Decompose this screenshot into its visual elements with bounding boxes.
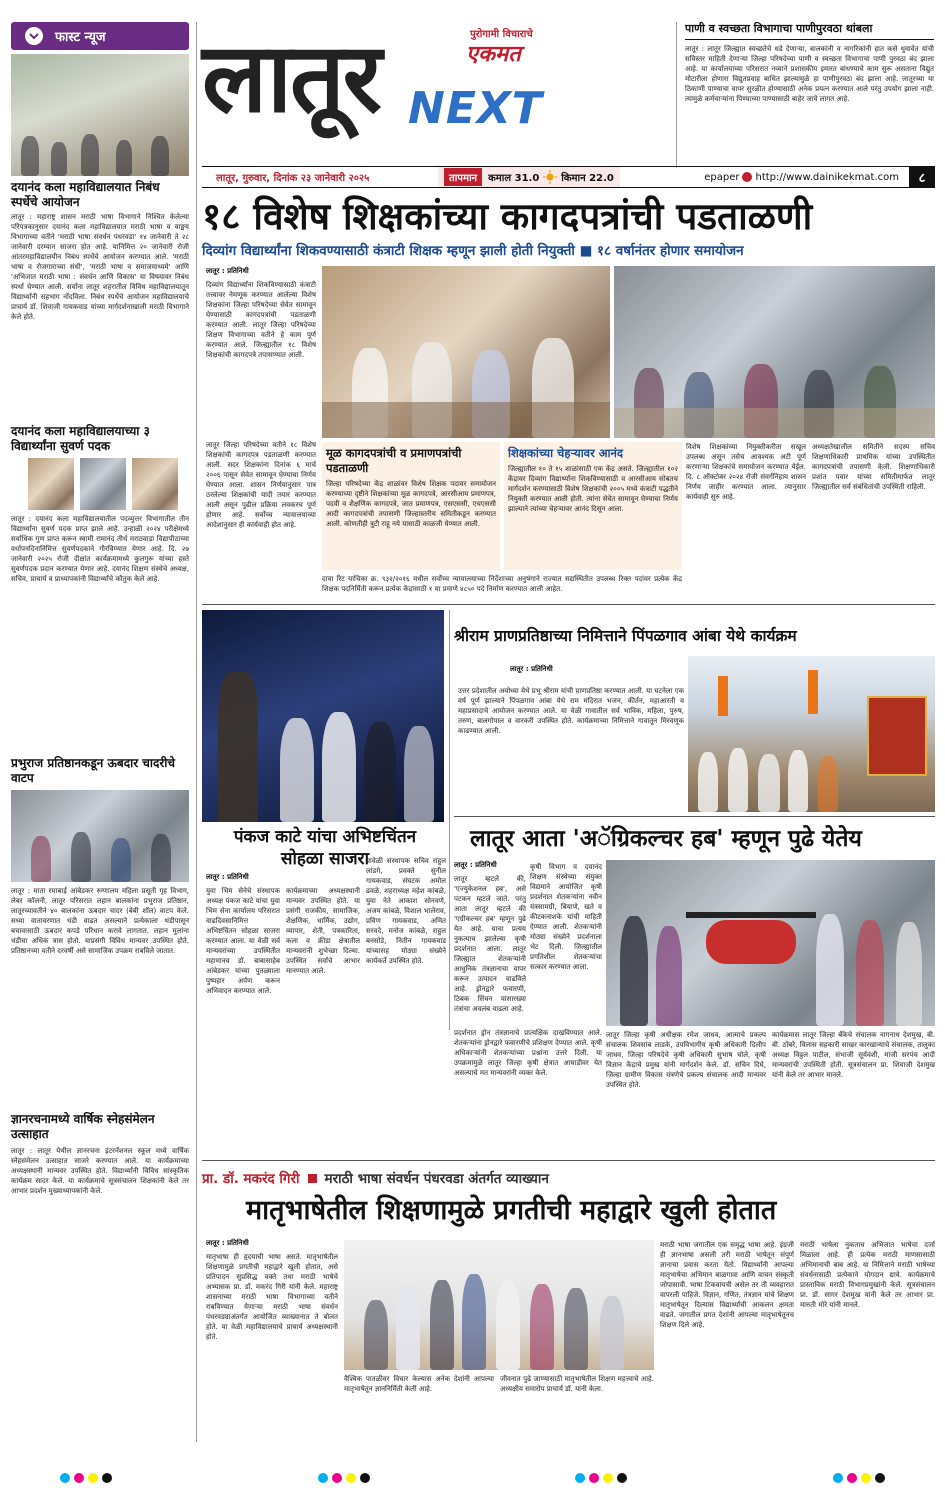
- registration-dots: [833, 1473, 885, 1483]
- box-1: [322, 442, 500, 570]
- temperature-panel: [438, 167, 620, 187]
- box-1-title: मूळ कागदपत्रांची व प्रमाणपत्रांची पडताळणी: [326, 446, 462, 475]
- epaper-label: epaper: [704, 171, 740, 183]
- masthead-tagline: पुरोगामी विचाराचे: [470, 29, 533, 40]
- lead-body-5: दावा रिट याचिका क्र. ९३२/२०१६ मधील सर्वोच्च न्यायालयाच्या निर्देशाच्या अनुषंगाने राज्यात सद्यस्थितीत उपलब्ध रिक्त पदांवर प्रत्येक केंद्र शिक्षक पदनिर्मिती करून प्रत्येक केंद्रासाठी १ या प्रमाणे ४८५० पदे निर्माण करण्यात आली आहेत.: [322, 575, 682, 593]
- masthead-next: NEXT: [408, 83, 543, 134]
- column-divider: [449, 610, 450, 1030]
- classroom-photo: [11, 54, 189, 176]
- lead-body-3: विशेष शिक्षकांच्या नियुक्तीकरीता सखूल उपलब्ध असून तसेच आवश्यक अटी पूर्ण करणाऱ्या शिक्षकांचे समायोजन करण्यात येईल. दि. ८ ऑक्टोबर २०२४ रोजी संवर्गनिहाय शासन निर्णय जाहीर करण्यात आला. त्यानुसार कार्यवाही सुरु आहे.: [686, 443, 806, 501]
- globe-icon: [742, 172, 752, 182]
- masthead-brand: एकमत: [466, 42, 521, 67]
- birthday-event-photo: [202, 610, 444, 822]
- lead-body-4: अध्यक्षतेखालील समितीने सदस्य सचिव शिक्षणाधिकारी प्राथमिक यांच्या उपस्थितीत कागदपत्रांची तपासणी केली. शिक्षणाधिकारी प्रशांत पवार यांच्या समितीमार्फत लातूर जिल्ह्यातील सर्व संबंधितांची उपस्थिती राहिली.: [812, 443, 935, 491]
- registration-dots: [575, 1473, 627, 1483]
- agri-body-1: लातूर म्हटले की, 'एज्युकेशनल हब', असे पटकन म्हटले जाते. परंतु आता लातूर म्हटले की 'एग्रीकल्चर हब' म्हणून पुढे येत आहे. याचा प्रत्यय नुकत्याच झालेल्या कृषी प्रदर्शनात आला. लातूर जिल्ह्यात शेतकऱ्यांनी आधुनिक तंत्रज्ञानाचा वापर करून उत्पादन वाढविले आहे. ड्रोनद्वारे फवारणी, ठिबक सिंचन यांसारख्या तंत्रांचा अवलंब वाढला आहे.: [454, 875, 526, 1013]
- student-photo: [132, 458, 178, 510]
- ram-headline: श्रीराम प्राणप्रतिष्ठाच्या निमित्ताने पिंपळगाव आंबा येथे कार्यक्रम: [454, 627, 797, 645]
- kate-body-3: यावेळी संस्थापक सचिव राहुल लांडगे, प्रवक्ते सुनील गायकवाड, संघटक अमोल ढवळे, शहराध्यक्ष महेश कांबळे, युवा नेते आकाश सोनवणे, अजय कांबळे, विशाल भालेराव, प्रविण गायकवाड, अमित सरवदे, मनोज कांबळे, राहुल बनसोडे, नितीन गायकवाड यांच्यासह मोठ्या संख्येने कार्यकर्ते उपस्थित होते.: [366, 857, 446, 965]
- section-divider: [202, 1160, 935, 1161]
- sidebar-body-4: लातूर : लातूर येथील ज्ञानरचना इंटरनॅशनल स्कूल मध्ये वार्षिक स्नेहसंमेलन उत्साहात साजरे करण्यात आले. या कार्यक्रमाच्या अध्यक्षस्थानी मान्यवर उपस्थित होते. विद्यार्थ्यांनी विविध सांस्कृतिक कार्यक्रम सादर केले. या कार्यक्रमाचे सूत्रसंचालन शिक्षकांनी केले तर आभार प्रदर्शन मुख्याध्यापकांनी केले.: [11, 1147, 189, 1195]
- lead-headline: १८ विशेष शिक्षकांच्या कागदपत्रांची पडताळणी: [202, 195, 813, 238]
- lecture-body-2: मराठी भाषा जगातील एक समृद्ध भाषा आहे. इंग्रजी ही ज्ञानभाषा असली तरी मराठी भाषेतून संपूर्ण ज्ञानाचा प्रवास करता येतो. विद्यार्थ्यांनी आपल्या मातृभाषेचा अभिमान बाळगावा आणि वाचन संस्कृती जोपासावी. भाषा टिकवायची असेल तर ती व्यवहारात वापरली पाहिजे. विज्ञान, गणित, तंत्रज्ञान यांचे शिक्षण मातृभाषेतून दिल्यास विद्यार्थ्यांची आकलन क्षमता वाढते. जगातील प्रगत देशांनी आपल्या मातृभाषेतूनच शिक्षण दिले आहे.: [660, 1241, 794, 1329]
- temp-max: कमाल 31.0: [488, 173, 540, 184]
- kate-headline: पंकज काटे यांचा अभिष्टचिंतन सोहळा साजरा: [233, 827, 417, 869]
- print-registration-strip: [0, 1468, 945, 1488]
- verification-photo-1: [322, 266, 610, 438]
- lecture-kicker-text: मराठी भाषा संवर्धन पंधरवडा अंतर्गत व्याख्यान: [324, 1171, 549, 1187]
- lecture-kicker: [202, 1166, 935, 1190]
- sidebar-body-1: लातूर : महाराष्ट्र शासन मराठी भाषा विभागाने निश्चित केलेल्या परिपत्रकानुसार दयानंद कला महाविद्यालयात मराठी भाषा व वाङ्मय विभागाच्या वतीने 'मराठी भाषा संवर्धन पंधरवडा' १४ जानेवारी ते २८ जानेवारी दरम्यान साजरा होत आहे. यानिमित्त २० जानेवारी रोजी आंतरमहाविद्यालयीन निबंध स्पर्धेचे आयोजन करण्यात आले. 'मराठी भाषा व रोजगाराच्या संधी', 'मराठी भाषा व समाजमाध्यमे' आणि 'अभिजात मराठी भाषा : संवर्धन आणि विकास' या विषयावर निबंध स्पर्धा घेण्यात आली. सर्वांना लातूर शहरातील विविध महाविद्यालयातून विद्यार्थ्यांनी सहभाग नोंदविला. निबंध स्पर्धेचे आयोजन महाविद्यालयाचे प्राचार्य डॉ. शिवाजी गायकवाड यांच्या मार्गदर्शनाखाली मराठी विभागाने केले होते.: [11, 213, 189, 321]
- sidebar-body-3: लातूर : माता रमाबाई आंबेडकर रुग्णालय महिला प्रसूती गृह विभाग, लेबर कॉलनी, लातूर परिसरात लहान बालकांना प्रभुराज प्रतिष्ठान, लातूरच्यावतीने ४० बालकांना ऊबदार चादर (बेबी शॉल) वाटप केले. सध्या वातावरणात थंडी वाढत असल्याने प्रत्येकाला थंडीपासून बचावासाठी ऊबदार कपडे परिधान करावे लागतात. लहान मुलांना थंडीचा अधिक त्रास होतो. याप्रसंगी विविध मान्यवर उपस्थित होते. प्रतिष्ठानच्या वतीने दरवर्षी असे सामाजिक उपक्रम राबविले जातात.: [11, 887, 189, 955]
- top-right-brief: [676, 22, 934, 168]
- student-photo: [28, 458, 74, 510]
- sidebar-headline-1: दयानंद कला महाविद्यालयात निबंध स्पर्धेचे आयोजन: [11, 180, 160, 209]
- lecture-body-1: मातृभाषा ही हृदयाची भाषा असते. मातृभाषेतील शिक्षणामुळे प्रगतीची महाद्वारे खुली होतात, असे प्रतिपादन सुप्रसिद्ध वक्ते तथा मराठी भाषेचे अभ्यासक प्रा. डॉ. मकरंद गिरी यांनी केले. महाराष्ट्र शासनाच्या मराठी भाषा विभागाच्या वतीने राबविण्यात येणाऱ्या मराठी भाषा संवर्धन पंधरवड्याअंतर्गत आयोजित व्याख्यानात ते बोलत होते. या वेळी महाविद्यालयाचे प्राचार्य अध्यक्षस्थानी होते.: [206, 1253, 338, 1341]
- lead-subhead: दिव्यांग विद्यार्थ्यांना शिकवण्यासाठी कंत्राटी शिक्षक म्हणून झाली होती नियुक्ती ■ १८ वर्षानंतर होणार समायोजन: [202, 243, 744, 259]
- kate-body-2: कार्यक्रमाच्या अध्यक्षस्थानी मान्यवर उपस्थित होते. या प्रसंगी राजकीय, सामाजिक, शैक्षणिक, धार्मिक, उद्योग, व्यापार, शेती, पत्रकारिता, कला व क्रीडा क्षेत्रातील मान्यवरांनी शुभेच्छा दिल्या. उपस्थित सर्वांचे आभार मानण्यात आले.: [286, 887, 360, 975]
- kate-body-1: युवा भिम सेनेचे संस्थापक अध्यक्ष पंकज काटे यांचा युवा भिम सेना कार्यालय परिसरात वाढदिवसानिमित्त अभिष्टचिंतन सोहळा साजरा करण्यात आला. या वेळी सर्व मान्यवरांच्या उपस्थितीत महामानव डॉ. बाबासाहेब आंबेडकर यांच्या पुतळ्याला पुष्पहार अर्पण करून अभिवादन करण्यात आले.: [206, 887, 280, 995]
- epaper-link[interactable]: http://www.dainikekmat.com: [755, 171, 899, 183]
- column-divider: [196, 22, 197, 1442]
- box-1-body: जिल्हा परिषदेच्या केंद्र शाळांवर विशेष शिक्षक पदावर समायोजन करण्याच्या दृष्टीने शिक्षकांच्या मूळ कागदपत्रे, आरसीआय प्रमाणपत्र, पदवी व शैक्षणिक कागदपत्रे, जात प्रमाणपत्र, एसएससी, एचएससी आदी कागदपत्रांची तपासणी जिल्हास्तरीय समितीकडून करण्यात आली. कोणतीही त्रुटी राहू नये यासाठी काळजी घेण्यात आली.: [326, 480, 496, 528]
- sidebar-body-2: लातूर : दयानंद कला महाविद्यालयातील पदव्युत्तर विभागातील तीन विद्यार्थ्यांना सुवर्ण पदक प्राप्त झाले आहे. उन्हाळी २०२४ परीक्षेमध्ये सर्वाधिक गुण प्राप्त करून स्वामी रामानंद तीर्थ मराठवाडा विद्यापीठाच्या वर्धापनदिनानिमित्त सुवर्णपदकाने गौरविण्यात येणार आहे. दि. २७ जानेवारी २०२५ रोजी दीक्षांत कार्यक्रमामध्ये कुलगुरू यांच्या हस्ते सुवर्णपदक प्रदान करण्यात येणार आहे. दयानंद शिक्षण संस्थेचे अध्यक्ष, सचिव, प्राचार्य व प्राध्यापकांनी विद्यार्थ्यांचे कौतुक केले आहे.: [11, 515, 189, 583]
- page-number: ८: [909, 167, 935, 187]
- section-divider: [202, 604, 935, 605]
- dateline-bar: [202, 166, 935, 188]
- registration-dots: [60, 1473, 112, 1483]
- box-2: [504, 442, 682, 570]
- lead-body-1: दिव्यांग विद्यार्थ्यांना शिकविण्यासाठी कंत्राटी तत्त्वावर नेमणूक करण्यात आलेल्या विशेष शिक्षकांना जिल्हा परिषदेच्या सेवेत सामावून घेण्यासाठी कागदपत्रांची पडताळणी करण्यात आली. लातूर जिल्हा परिषदेच्या शिक्षण विभागाच्या वतीने हे काम पूर्ण करण्यात आले. जिल्ह्यातील १८ विशेष शिक्षकांची कागदपत्रे तपासण्यात आली.: [206, 281, 316, 359]
- ram-dateline: लातूर : प्रतिनिधी: [510, 665, 553, 673]
- drone-demo-photo: [606, 860, 935, 1026]
- sun-icon: [543, 170, 557, 184]
- lecture-caption-left: वैश्विक पातळीवर विचार केल्यास अनेक देशांनी आपल्या मातृभाषेतून ज्ञाननिर्मिती केली आहे.: [344, 1375, 494, 1393]
- box-2-title: शिक्षकांच्या चेहऱ्यावर आनंद: [508, 446, 624, 460]
- kicker-separator: [308, 1174, 317, 1183]
- agri-headline: लातूर आता 'अॅग्रिकल्चर हब' म्हणून पुढे येतेय: [470, 826, 862, 852]
- agri-body-5: कार्यक्रमास लातूर जिल्हा बँकेचे संचालक नागनाथ देशमुख, बी. बी. ठोंबरे, विलास सहकारी साखर कारखान्याचे संचालक, तालुका अध्यक्ष विठ्ठल पाटील, संभाजी सूर्यवंशी, माजी सरपंच आदी मान्यवरांची उपस्थिती होती. सूत्रसंचालन प्रा. शिवाजी देशमुख यांनी केले तर आभार मानले.: [772, 1031, 935, 1079]
- student-photos: [28, 458, 178, 510]
- blanket-distribution-photo: [11, 790, 189, 882]
- fast-news-header: [11, 22, 189, 50]
- sidebar-headline-3: प्रभुराज प्रतिष्ठानकडून ऊबदार चादरीचे वाटप: [11, 756, 176, 785]
- verification-photo-2: [614, 266, 935, 438]
- temp-label: तापमान: [444, 168, 482, 186]
- temp-min: किमान 22.0: [561, 173, 614, 184]
- lecture-kicker-name: प्रा. डॉ. मकरंद गिरी: [202, 1171, 300, 1187]
- agri-body-continued: प्रदर्शनात ड्रोन तंत्रज्ञानाचे प्रात्यक्षिक दाखविण्यात आले. शेतकऱ्यांना ड्रोनद्वारे फवारणीचे प्रशिक्षण देण्यात आले. कृषी अधिकाऱ्यांनी शेतकऱ्यांच्या प्रश्नांना उत्तरे दिली. या उपक्रमामुळे लातूर जिल्हा कृषी क्षेत्रात आघाडीवर येत असल्याचे मत मान्यवरांनी व्यक्त केले.: [454, 1029, 602, 1077]
- ram-body: उत्तर प्रदेशातील अयोध्या येथे प्रभू श्रीराम यांची प्राणप्रतिष्ठा करण्यात आली. या घटनेला एक वर्ष पूर्ण झाल्याने पिंपळगाव आंबा येथे राम मंदिरात भजन, कीर्तन, महाआरती व महाप्रसादाचे आयोजन करण्यात आले. या वेळी गावातील सर्व भाविक, महिला, पुरुष, तरुण, बालगोपाल व वारकरी उपस्थित होते. कार्यक्रमाच्या निमित्ताने गावातून मिरवणूक काढण्यात आली.: [458, 687, 684, 735]
- section-divider: [454, 816, 935, 817]
- box-2-body: जिल्ह्यातील १० ते १५ शाळांसाठी एक केंद्र असते. जिल्ह्यातील १०२ केंद्रावर दिव्यांग विद्यार्थ्यांना शिकविण्यासाठी व आरसीआय सोबतच मार्गदर्शन करण्यासाठी विशेष शिक्षकांची २००५ मध्ये कंत्राटी पद्धतीने नियुक्ती करण्यात आली होती. त्यांना सेवेत सामावून घेण्याचा निर्णय झाल्याने त्यांच्या चेहऱ्यावर आनंद दिसून आला.: [508, 465, 678, 513]
- lead-body-2: लातूर जिल्हा परिषदेच्या वतीने १८ विशेष शिक्षकांची कागदपत्र पडताळणी करण्यात आली. सदर शिक्षकांना दिनांक ६ मार्च २००६ पासून सेवेत सामावून घेण्याचा निर्णय घेण्यात आला. शासन निर्णयानुसार पात्र ठरलेल्या शिक्षकांची यादी तयार करण्यात आली असून पुढील प्रक्रिया लवकरच पूर्ण होणार आहे. सर्वोच्च न्यायालयाच्या आदेशानुसार ही कार्यवाही होत आहे.: [206, 441, 316, 529]
- kate-dateline: लातूर : प्रतिनिधी: [206, 873, 249, 881]
- lecture-caption-right: जीवनात पुढे जाण्यासाठी मातृभाषेतील शिक्षण महत्त्वाचे आहे. अध्यक्षीय समारोप प्राचार्य डॉ. यांनी केला.: [500, 1375, 654, 1393]
- agri-body-2: कृषी विभाग व दयानंद शिक्षण संस्थेच्या संयुक्त विद्यमाने आयोजित कृषी प्रदर्शनात शेतकऱ्यांना नवीन यंत्रसामग्री, बियाणे, खते व कीटकनाशके यांची माहिती देण्यात आली. शेतकऱ्यांनी मोठ्या संख्येने प्रदर्शनाला भेट दिली. जिल्ह्यातील प्रगतिशील शेतकऱ्यांचा सत्कार करण्यात आला.: [530, 863, 602, 971]
- lecture-dateline: लातूर : प्रतिनिधी: [206, 1239, 249, 1247]
- top-right-headline: पाणी व स्वच्छता विभागाचा पाणीपुरवठा थांबला: [685, 22, 934, 40]
- sidebar-headline-4: ज्ञानरचनामध्ये वार्षिक स्नेहसंमेलन उत्साहात: [11, 1112, 155, 1141]
- procession-photo: [688, 656, 935, 812]
- section-title: फास्ट न्यूज: [55, 30, 106, 45]
- chevron-down-icon: [25, 27, 43, 45]
- lecture-body-3: मराठी भाषेला नुकताच अभिजात भाषेचा दर्जा मिळाला आहे. ही प्रत्येक मराठी माणसासाठी अभिमानाची बाब आहे. या निमित्ताने मराठी भाषेच्या संवर्धनासाठी प्रत्येकाने योगदान द्यावे. कार्यक्रमाचे प्रास्ताविक मराठी विभागप्रमुखांनी केले. सूत्रसंचालन प्रा. डॉ. सागर देशमुख यांनी केले तर आभार प्रा. मारुती मोरे यांनी मानले.: [800, 1241, 935, 1309]
- masthead-title: लातूर: [202, 22, 380, 134]
- top-right-body: लातूर : लातूर जिल्ह्यात स्वच्छतेचे धडे देणाऱ्या, बालकांनी व नागरिकांनी हात कसे धुवावेत यांची सविस्तर माहिती देणाऱ्या जिल्हा परिषदेच्या पाणी व स्वच्छता विभागाचा पाणी पुरवठा बंद झाला आहे. या कार्यालयाच्या परिसरात नव्याने प्रशासकीय इमारत बांधण्याचे काम सुरू असताना विद्युत मोटारीला होणारा विद्युतप्रवाह बाधित झाल्यामुळे हा पाणीपुरवठा बंद झाला आहे. लातूरच्या या ठिकाणी पाण्याचा वापर सुरळीत होण्यासाठी अनेक प्रयत्न करण्यात आले परंतु उपयोग झाला नाही. त्यामुळे कर्मचाऱ्यांना पिण्याच्या पाण्यासाठी बाहेर जावे लागत आहे.: [685, 45, 934, 103]
- student-photo: [80, 458, 126, 510]
- lecture-group-photo: [344, 1240, 654, 1370]
- agri-body-4: लातूर जिल्हा कृषी अधीक्षक रमेश जाधव, आत्माचे प्रकल्प संचालक शिवसांब लाडके, उपविभागीय कृषी अधिकारी दिलीप जाधव, जिल्हा परिषदेचे कृषी अधिकारी सुभाष चोले, कृषी विज्ञान केंद्राचे प्रमुख यांनी मार्गदर्शन केले. डॉ. सचिन दिघे, जिल्हा ग्रामीण विकास यंत्रणेचे प्रकल्प संचालक आदी मान्यवर उपस्थित होते.: [606, 1031, 766, 1089]
- lead-dateline: लातूर : प्रतिनिधी: [206, 267, 249, 275]
- agri-dateline: लातूर : प्रतिनिधी: [454, 861, 497, 869]
- registration-dots: [318, 1473, 370, 1483]
- sidebar-headline-2: दयानंद कला महाविद्यालयाच्या ३ विद्यार्थ्यांना सुवर्ण पदक: [11, 424, 150, 453]
- lecture-headline: मातृभाषेतील शिक्षणामुळे प्रगतीची महाद्वारे खुली होतात: [246, 1195, 777, 1226]
- dateline: लातूर, गुरुवार, दिनांक २३ जानेवारी २०२५: [216, 173, 370, 184]
